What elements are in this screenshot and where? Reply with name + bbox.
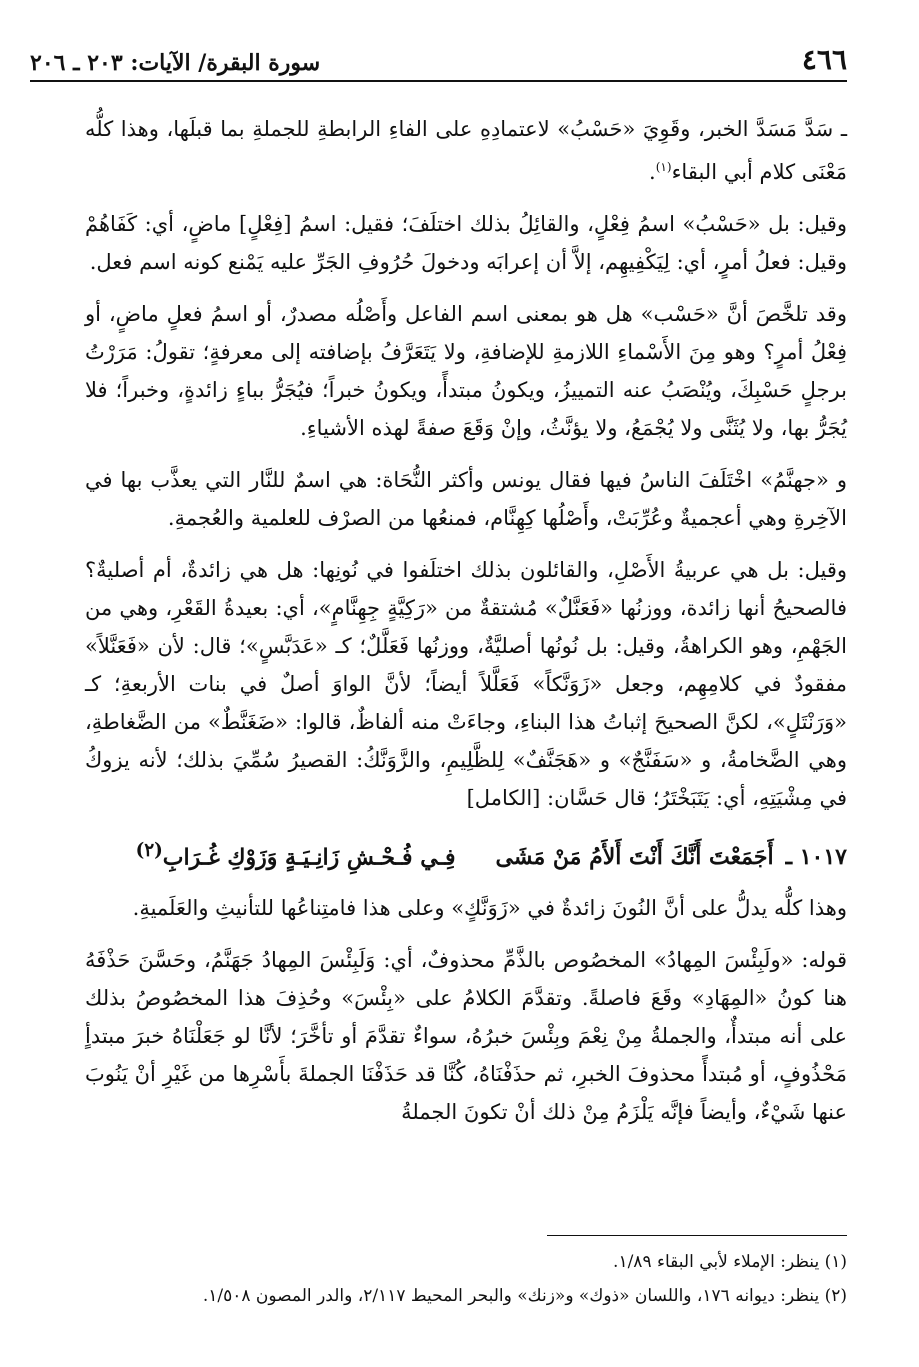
running-head: سورة البقرة/ الآيات: ٢٠٣ ـ ٢٠٦ xyxy=(30,50,321,76)
poetry-verse xyxy=(85,831,847,877)
footnote-ref: (١) xyxy=(655,160,672,174)
page-number: ٤٦٦ xyxy=(801,43,847,76)
paragraph: وقد تلخَّصَ أنَّ «حَسْب» هل هو بمعنى اسم الفاعل وأَصْلُه مصدرٌ، أو اسمُ فعلٍ ماضٍ، أو فِعْلُ أمرٍ؟ وهو مِنَ الأَسْماءِ اللازمةِ للإضافةِ، ولا يَتَعَرَّفُ بإضافته إلى معرفةٍ؛ تقولُ: مَرَرْتُ برجلٍ حَسْبِكَ، ويُنْصَبُ عنه التمييزُ، ويكونُ مبتدأً، ويكونُ خبراً؛ فيُجَرُّ بباءٍ زائدةٍ، وخبراً؛ فلا يُجَرُّ بها، ولا يُثَنَّى ولا يُجْمَعُ، ولا يؤنَّثُ، وإنْ وَقَعَ صفةً لهذه الأشياءِ. xyxy=(85,302,847,440)
footnote-ref: (٢) xyxy=(135,840,163,861)
footnote-divider xyxy=(547,1235,847,1236)
footnote: (١) ينظر: الإملاء لأبي البقاء ١/٨٩. xyxy=(613,1252,847,1272)
paragraph: قوله: «ولَبِئْسَ المِهادُ» المخصُوص بالذَّمِّ محذوفٌ، أي: وَلَبِئْسَ المِهادُ جَهَنَّمُ، وحَسَّنَ حَذْفَهُ هنا كونُ «المِهَادِ» وقَعَ فاصلةً. وتقدَّمَ الكلامُ على «بِئْسَ» وحُذِفَ هذا المخصُوصُ بذلك على أنه مبتدأٌ، والجملةُ مِنْ نِعْمَ وبِئْسَ خبرُهُ، سواءٌ تقدَّمَ أو تأخَّرَ؛ لأنَّا لو جَعَلْنَاهُ خبرَ مبتدأٍ مَحْذُوفٍ، أو مُبتدأً محذوفَ الخبرِ، ثم حذَفْنَاهُ، كُنَّا قد حَذَفْنَا الجملةَ بأَسْرِها من غَيْرِ أنْ يَنُوبَ عنها شَيْءٌ، وأيضاً فإنَّه يَلْزَمُ مِنْ ذلك أنْ تكونَ الجملةُ xyxy=(85,948,847,1125)
footnotes xyxy=(85,1245,847,1313)
verse-first-hemistich: أَجَمَعْتَ أَنَّكَ أَنْتَ أَلأَمُ مَنْ مَشَى xyxy=(495,844,774,871)
paragraph: وقيل: بل «حَسْبُ» اسمُ فِعْلٍ، والقائِلُ بذلك اختلَفَ؛ فقيل: اسمُ [فِعْلٍ] ماضٍ، أي: كَفَاهُمْ وقيل: فعلُ أمرٍ، أي: لِيَكْفِيهِم، إلاَّ أن إعرابَه ودخولَ حُرُوفِ الجَرِّ عليه يَمْنع كونه اسم فعل. xyxy=(85,212,847,274)
paragraph: ـ سَدَّ مَسَدَّ الخبر، وقَوِيَ «حَسْبُ» لاعتمادِهِ على الفاءِ الرابطةِ للجملةِ بما قبلَها، وهذا كلُّه مَعْنَى كلام أبي البقاء$^{(١)}$. xyxy=(85,117,847,184)
verse-number: ١٠١٧ ـ xyxy=(785,844,847,871)
page-header xyxy=(30,38,847,82)
paragraph: وقيل: بل هي عربيةُ الأَصْلِ، والقائلون بذلك اختلَفوا في نُونِها: هل هي زائدةٌ، أم أصليةٌ؟ فالصحيحُ أنها زائدة، ووزنُها «فَعَنَّلٌ» مُشتقةٌ من «رَكِيَّةٍ جِهِنَّامٍ»، أي: بعيدةُ القَعْرِ، وهي من الجَهْمِ، وهو الكراهةُ، وقيل: بل نُونُها أصليَّةٌ، ووزنُها فَعَلَّلٌ؛ كـ «عَدَبَّسٍ»؛ قال: لأن «فَعَنَّلاً» مفقودٌ في كلامِهِم، وجعل «زَوَنَّكاً» فَعَلَّلاً أيضاً؛ لأنَّ الواوَ أصلٌ في بنات الأربعةِ؛ كـ «وَرَنْتَلٍ»، لكنَّ الصحيحَ إثباتُ هذا البناءِ، وجاءَتْ منه ألفاظٌ، قالوا: «ضَغَنَّطٌ» من الضَّغاطةِ، وهي الضَّخامةُ، و «سَفَنَّجٌ» و «هَجَنَّفٌ» لِلظَّلِيمِ، والزَّوَنَّكُ: القصيرُ سُمِّيَ بذلك؛ لأنه يزوكُ في مِشْيَتِهِ، أي: يَتَبَخْتَرُ؛ قال حَسَّان: [الكامل] xyxy=(85,558,847,810)
main-text xyxy=(85,110,847,1145)
paragraph: وهذا كلُّه يدلُّ على أنَّ النُونَ زائدةٌ في «زَوَنَّكٍ» وعلى هذا فامتِناعُها للتأنيثِ والعَلَميةِ. xyxy=(132,896,847,921)
verse-second-hemistich: فِـي فُـحْـشِ زَانِـيَـةٍ وَزَوْكِ غُـرَابِ$^{(٢)}$ xyxy=(135,840,456,871)
footnote: (٢) ينظر: ديوانه ١٧٦، واللسان «ذوك» و«زنك» والبحر المحيط ٢/١١٧، والدر المصون ١/٥٠٨. xyxy=(202,1286,847,1306)
paragraph: و «جهنَّمُ» اخْتَلَفَ الناسُ فيها فقال يونس وأكثر النُّحَاة: هي اسمٌ للنَّار التي يعذَّب بها في الآخِرةِ وهي أعجميةٌ وعُرِّبَتْ، وأَصْلُها كِهِنَّام، فمنعُها من الصرْف للعلمية والعُجمةِ. xyxy=(85,468,847,530)
paragraph-text: ـ سَدَّ مَسَدَّ الخبر، وقَوِيَ «حَسْبُ» لاعتمادِهِ على الفاءِ الرابطةِ للجملةِ بما قبلَها، وهذا كلُّه مَعْنَى كلام أبي البقاء xyxy=(85,117,847,184)
